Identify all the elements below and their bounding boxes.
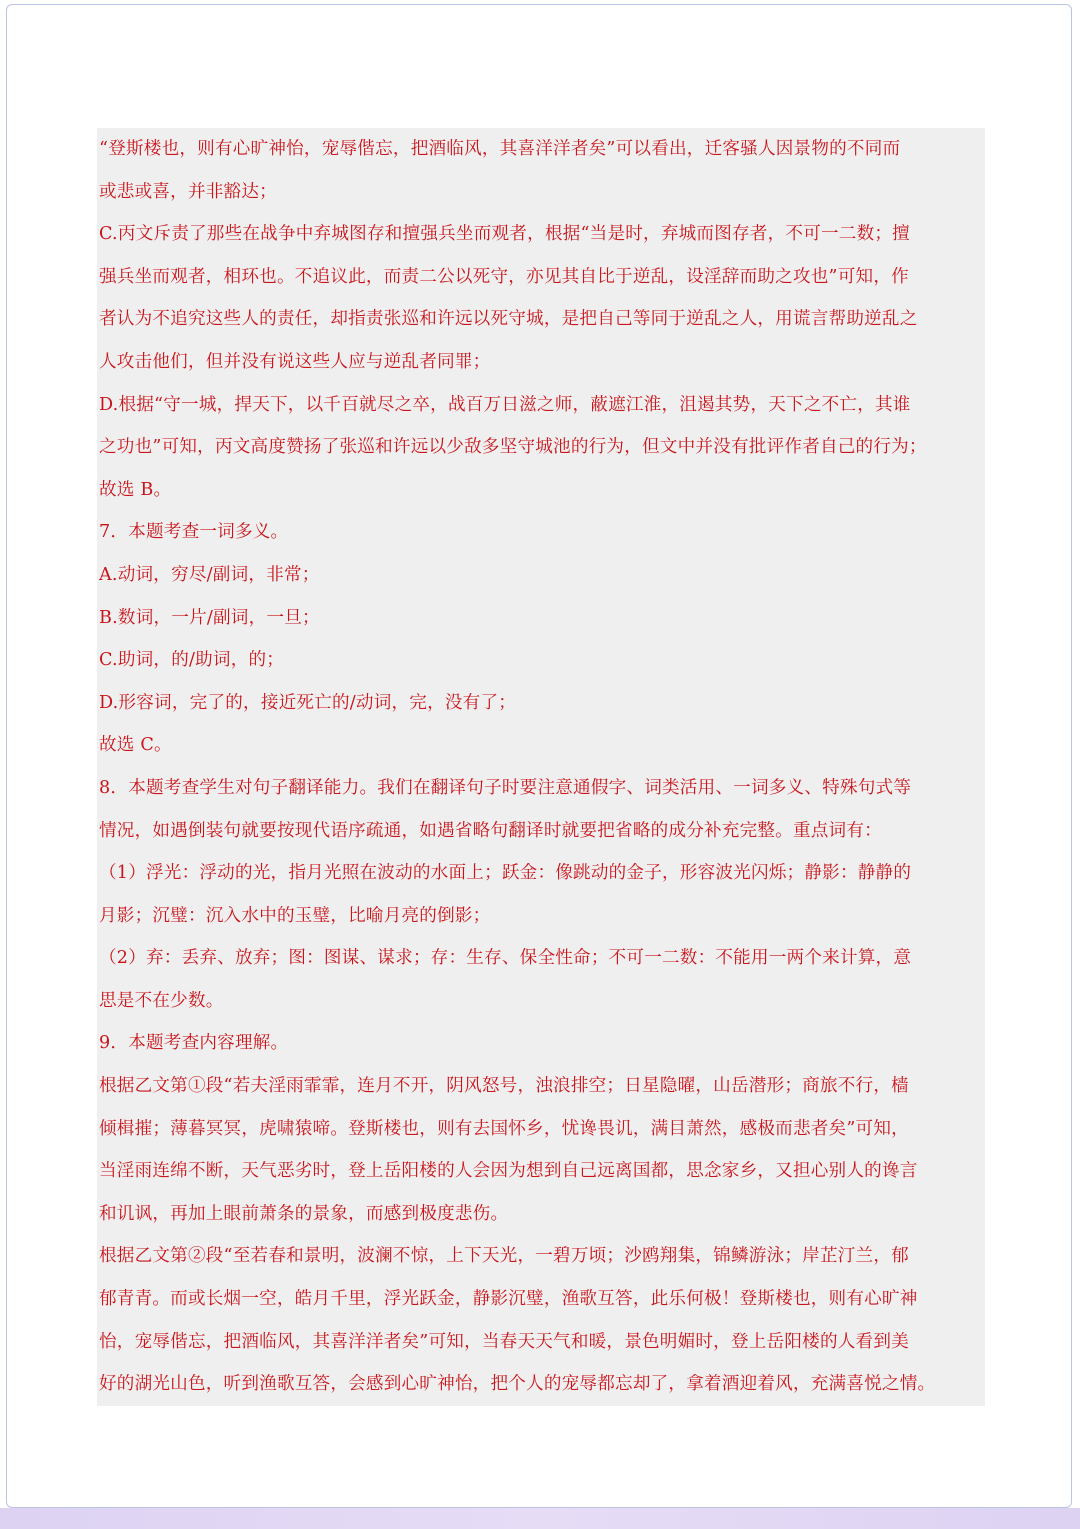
text-line: 情况，如遇倒装句就要按现代语序疏通，如遇省略句翻译时就要把省略的成分补充完整。重点词有： — [99, 820, 882, 841]
question-heading: 7．本题考查一词多义。 — [99, 522, 289, 543]
text-line: 当淫雨连绵不断，天气恶劣时，登上岳阳楼的人会因为想到自己远离国都，思念家乡，又担心别人的谗言 — [99, 1161, 918, 1182]
text-line: A.动词，穷尽/副词，非常； — [99, 564, 320, 585]
question-heading: 9．本题考查内容理解。 — [99, 1033, 289, 1054]
text-line: 和讥讽，再加上眼前萧条的景象，而感到极度悲伤。 — [99, 1203, 509, 1224]
text-line: 之功也”可知，丙文高度赞扬了张巡和许远以少敌多坚守城池的行为，但文中并没有批评作者自己的行为； — [99, 437, 927, 458]
answer-explanation-block — [97, 128, 985, 1406]
text-line: 强兵坐而观者，相环也。不追议此，而责二公以死守，亦见其自比于逆乱，设淫辞而助之攻也”可知，作 — [99, 266, 909, 287]
text-line: 思是不在少数。 — [99, 990, 224, 1011]
text-line: D.形容词，完了的，接近死亡的/动词，完，没有了； — [99, 692, 517, 713]
text-line: 怡，宠辱偕忘，把酒临风，其喜洋洋者矣”可知，当春天天气和暖，景色明媚时，登上岳阳楼的人看到美 — [99, 1331, 909, 1352]
text-line: 故选 B。 — [99, 479, 172, 500]
text-line: （1）浮光：浮动的光，指月光照在波动的水面上；跃金：像跳动的金子，形容波光闪烁；静影：静静的 — [99, 863, 912, 884]
text-line: 根据乙文第②段“至若春和景明，波澜不惊，上下天光，一碧万顷；沙鸥翔集，锦鳞游泳；岸芷汀兰，郁 — [99, 1246, 909, 1267]
text-line: 月影；沉璧：沉入水中的玉璧，比喻月亮的倒影； — [99, 905, 491, 926]
text-line: C.丙文斥责了那些在战争中弃城图存和擅强兵坐而观者，根据“当是时，弃城而图存者，不可一二数；擅 — [99, 224, 910, 245]
text-line: （2）弃：丢弃、放弃；图：图谋、谋求；存：生存、保全性命；不可一二数：不能用一两个来计算，意 — [99, 948, 912, 969]
text-line: 人攻击他们，但并没有说这些人应与逆乱者同罪； — [99, 351, 491, 372]
text-line: B.数词，一片/副词，一旦； — [99, 607, 320, 628]
question-heading: 8．本题考查学生对句子翻译能力。我们在翻译句子时要注意通假字、词类活用、一词多义、特殊句式等 — [99, 777, 912, 798]
text-line: D.根据“守一城，捍天下，以千百就尽之卒，战百万日滋之师，蔽遮江淮，沮遏其势，天下之不亡，其谁 — [99, 394, 911, 415]
text-line: 故选 C。 — [99, 735, 172, 756]
text-line: 根据乙文第①段“若夫淫雨霏霏，连月不开，阴风怒号，浊浪排空；日星隐曜，山岳潜形；商旅不行，樯 — [99, 1076, 909, 1097]
text-line: 郁青青。而或长烟一空，皓月千里，浮光跃金，静影沉璧，渔歌互答，此乐何极！登斯楼也，则有心旷神 — [99, 1289, 918, 1310]
text-line: “登斯楼也，则有心旷神怡，宠辱偕忘，把酒临风，其喜洋洋者矣”可以看出，迁客骚人因景物的不同而 — [99, 139, 901, 159]
text-line: 好的湖光山色，听到渔歌互答，会感到心旷神怡，把个人的宠辱都忘却了，拿着酒迎着风，充满喜悦之情。 — [99, 1374, 936, 1395]
bottom-band — [0, 1508, 1080, 1529]
text-line: C.助词，的/助词，的； — [99, 650, 285, 671]
text-line: 者认为不追究这些人的责任，却指责张巡和许远以死守城，是把自己等同于逆乱之人，用谎言帮助逆乱之 — [99, 309, 918, 330]
text-line: 或悲或喜，并非豁达； — [99, 181, 277, 202]
text-line: 倾楫摧；薄暮冥冥，虎啸猿啼。登斯楼也，则有去国怀乡，忧谗畏讥，满目萧然，感极而悲者矣”可知， — [99, 1118, 909, 1139]
